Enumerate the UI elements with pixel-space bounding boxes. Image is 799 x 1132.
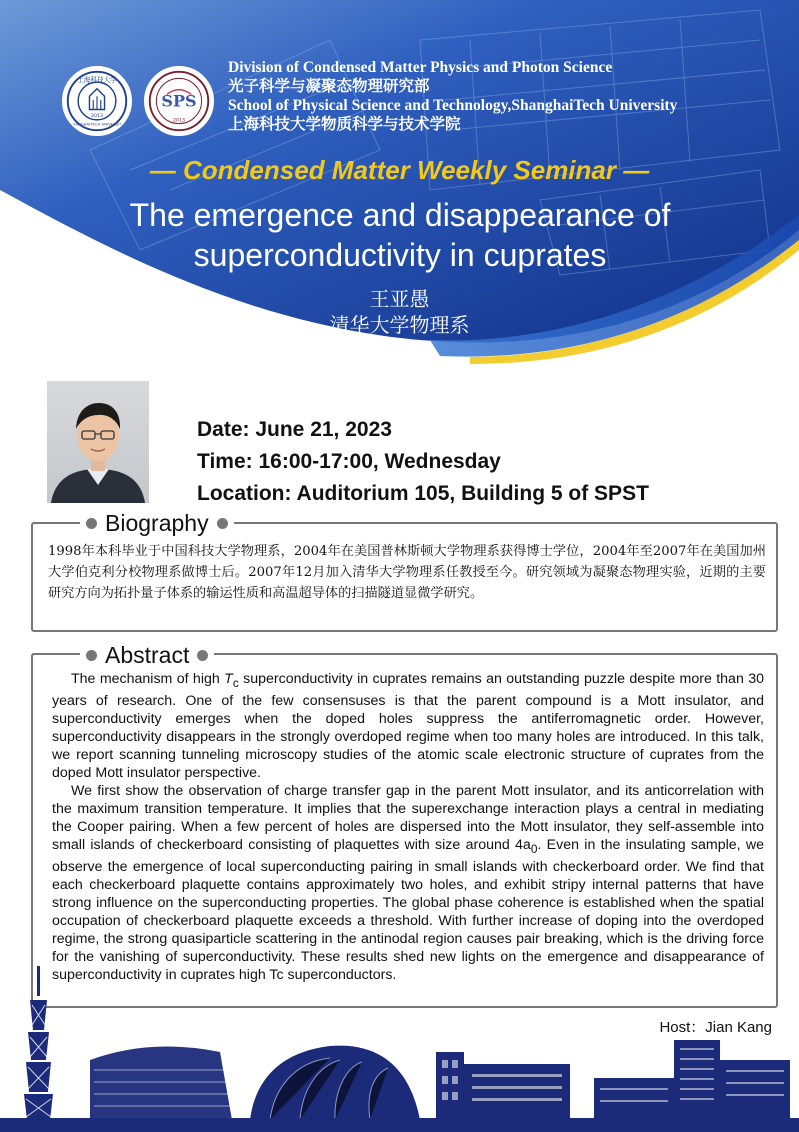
svg-text:上海科技大学: 上海科技大学: [77, 76, 117, 85]
footer-band: [0, 1118, 799, 1132]
bullet-dot-icon: [197, 650, 208, 661]
abstract-p2-start: We first show the observation of charge transfer gap in the parent Mott insulator, and its anticorrelation with the maximum transition temperature. It implies that the superexchange interaction plays a central in mediating the Cooper pairing. When a few percent of holes are dispersed into the Mott insulator, they self-assemble into small islands of checkerboard consisting of plaquettes with size around 4a: [52, 782, 764, 853]
org-line-school-en: School of Physical Science and Technology,ShanghaiTech University: [228, 97, 678, 114]
svg-text:SHANGHAITECH UNIVERSITY: SHANGHAITECH UNIVERSITY: [70, 122, 124, 127]
talk-title: [40, 195, 760, 275]
shanghaitech-logo-icon: [62, 66, 132, 136]
biography-heading-label: Biography: [105, 509, 209, 536]
seminar-series-title: — Condensed Matter Weekly Seminar —: [149, 155, 650, 185]
abstract-p1-end: superconductivity in cuprates remains an outstanding puzzle despite more than 30 years of research. One of the few consensuses is that the parent compound is a Mott insulator, and superconductivity emerges when the doped holes suppress the antiferromagnetic order. However, superconductivity disappears in the strongly overdoped regime when too many holes are introduced. In this talk, we report scanning tunneling microscopy studies of the atomic scale electronic structure of cuprates from the doped Mott insulator perspective.: [52, 671, 764, 781]
bullet-dot-icon: [217, 518, 228, 529]
svg-text:2013: 2013: [91, 114, 103, 120]
speaker-portrait-icon: [47, 381, 149, 503]
event-info: [197, 414, 649, 510]
tc-symbol: T: [224, 671, 233, 687]
a0-subscript: 0: [530, 841, 538, 856]
talk-title-line-1: The emergence and disappearance of: [129, 197, 671, 233]
speaker-affiliation: 清华大学物理系: [329, 313, 470, 337]
event-location: Location: Auditorium 105, Building 5 of SPST: [197, 482, 649, 505]
abstract-p1-start: The mechanism of high: [71, 671, 225, 687]
abstract-heading: [80, 641, 214, 669]
abstract-paragraph-2: [52, 782, 764, 984]
abstract-text: [52, 670, 764, 984]
speaker-name: 王亚愚: [369, 287, 430, 311]
tc-subscript: c: [232, 675, 239, 690]
sps-logo-icon: [144, 66, 214, 136]
event-date: Date: June 21, 2023: [197, 418, 392, 441]
talk-title-line-2: superconductivity in cuprates: [193, 237, 607, 273]
tower-icon: [24, 966, 53, 1120]
org-line-school-zh: 上海科技大学物质科学与技术学院: [228, 116, 461, 133]
footer-skyline: [0, 960, 799, 1132]
logo-group: [62, 66, 222, 142]
biography-heading: [80, 509, 234, 537]
header-banner: [0, 0, 799, 372]
event-time: Time: 16:00-17:00, Wednesday: [197, 450, 501, 473]
bullet-dot-icon: [86, 650, 97, 661]
host-line: Host：Jian Kang: [659, 1019, 772, 1036]
svg-text:2013: 2013: [173, 118, 185, 124]
abstract-paragraph-1: [52, 670, 764, 782]
svg-text:SPS: SPS: [161, 91, 197, 111]
abstract-p2-end: . Even in the insulating sample, we observe the emergence of local superconducting pairing in small islands with checkerboard order. We find that each checkerboard plaquette contains approximately two holes, and exhibit stripy internal patterns that have strong influence on the superconducting properties. The global phase coherence is established when the spatial occupation of checkerboard plaquette exceeds a threshold. With further increase of doping into the overdoped regime, the strong quasiparticle scattering in the antinodal region causes pair breaking, which is the driving force for the vanishing of superconductivity. These results shed new lights on the emergence and disappearance of superconductivity in cuprates high Tc superconductors.: [52, 836, 764, 983]
org-line-division-en: Division of Condensed Matter Physics and Photon Science: [228, 59, 613, 76]
bullet-dot-icon: [86, 518, 97, 529]
building-icon: [90, 1047, 232, 1120]
biography-text: 1998年本科毕业于中国科技大学物理系，2004年在美国普林斯顿大学物理系获得博士学位，2004年至2007年在美国加州大学伯克利分校物理系做博士后。2007年12月加入清华大学物理系任教授至今。研究领域为凝聚态物理实验，近期的主要研究方向为拓扑量子体系的输运性质和高温超导体的扫描隧道显微学研究。: [48, 544, 766, 601]
organization-lines: [228, 58, 788, 134]
abstract-heading-label: Abstract: [105, 641, 190, 668]
speaker-photo: [47, 381, 149, 503]
org-line-division-zh: 光子科学与凝聚态物理研究部: [228, 78, 430, 95]
